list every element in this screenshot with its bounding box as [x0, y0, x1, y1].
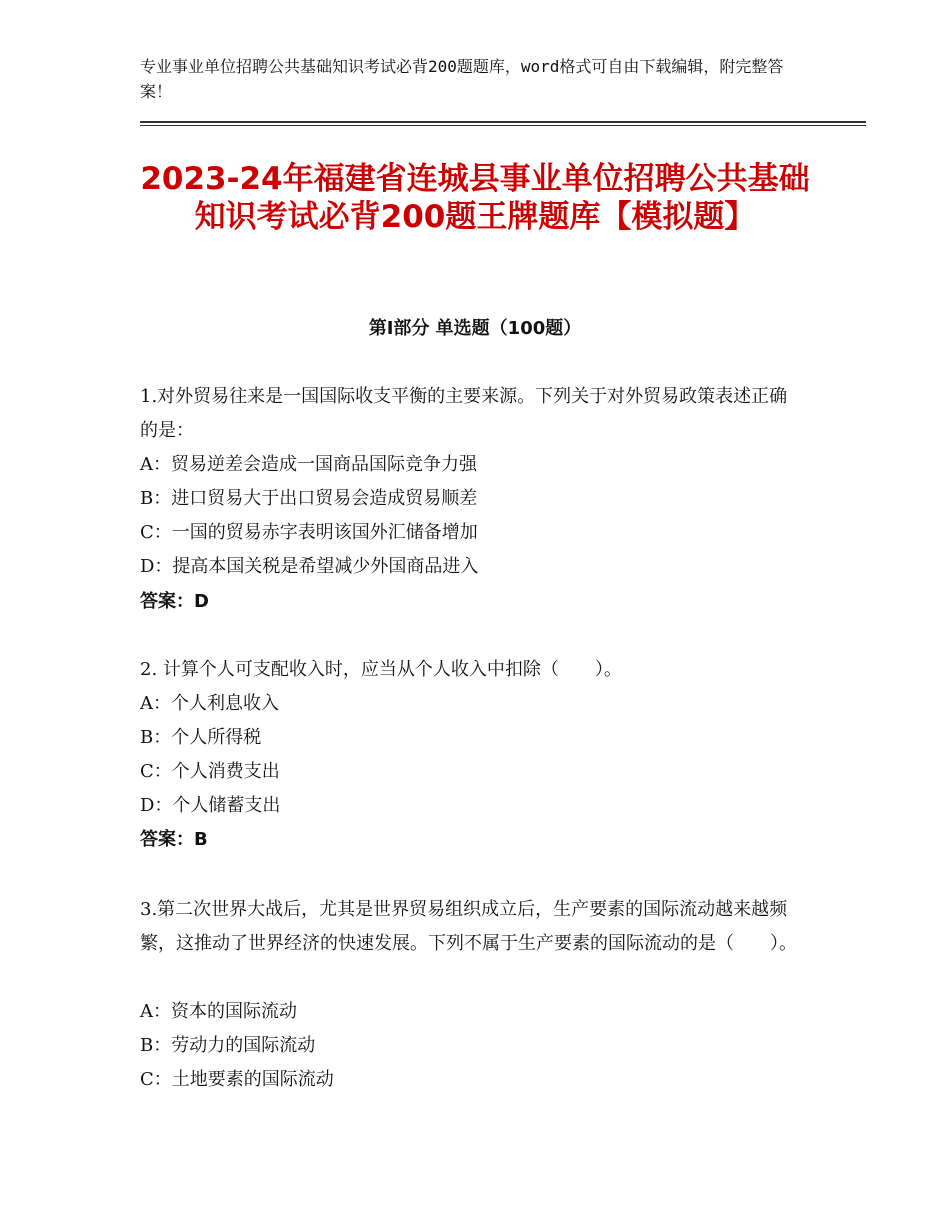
question-2-option-b: B：个人所得税 [140, 727, 262, 748]
question-3-option-c: C：土地要素的国际流动 [140, 1069, 334, 1090]
document-title: 2023-24年福建省连城县事业单位招聘公共基础知识考试必背200题王牌题库【模拟题】 [140, 161, 810, 235]
header-rule-thick [140, 121, 866, 123]
question-3-option-a: A：资本的国际流动 [140, 1001, 297, 1022]
question-2-option-a: A：个人利息收入 [140, 693, 279, 714]
question-1-option-d: D：提高本国关税是希望减少外国商品进入 [140, 556, 479, 577]
question-1-option-c: C：一国的贸易赤字表明该国外汇储备增加 [140, 522, 478, 543]
question-1-answer: 答案：D [140, 591, 209, 612]
question-1-stem: 1.对外贸易往来是一国国际收支平衡的主要来源。下列关于对外贸易政策表述正确的是： [140, 386, 788, 441]
question-2-option-d: D：个人储蓄支出 [140, 795, 281, 816]
question-3-stem: 3.第二次世界大战后，尤其是世界贸易组织成立后，生产要素的国际流动越来越频繁，这推动了世界经济的快速发展。下列不属于生产要素的国际流动的是（ ）。 [140, 899, 797, 954]
question-1-option-b: B：进口贸易大于出口贸易会造成贸易顺差 [140, 488, 478, 509]
section-title: 第Ⅰ部分 单选题（100题） [368, 318, 582, 339]
header-note: 专业事业单位招聘公共基础知识考试必背200题题库，word格式可自由下载编辑，附完整答案！ [140, 57, 784, 101]
question-2-answer: 答案：B [140, 829, 208, 850]
header-rule-thin [140, 125, 866, 126]
question-1-option-a: A：贸易逆差会造成一国商品国际竞争力强 [140, 454, 477, 475]
question-3-option-b: B：劳动力的国际流动 [140, 1035, 316, 1056]
question-2-stem: 2. 计算个人可支配收入时，应当从个人收入中扣除（ ）。 [140, 659, 622, 680]
question-2-option-c: C：个人消费支出 [140, 761, 280, 782]
